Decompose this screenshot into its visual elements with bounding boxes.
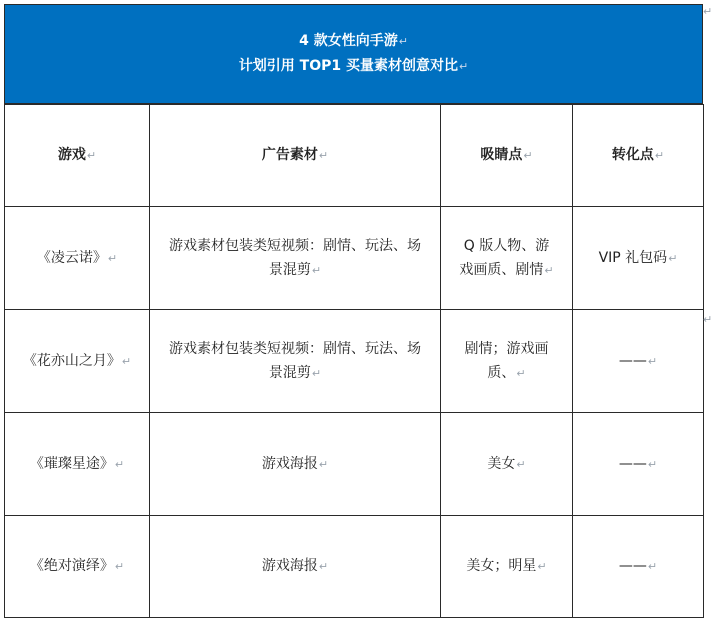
table-row: [5, 413, 704, 516]
conversion-cell: ——↵: [573, 516, 704, 618]
paragraph-mark-icon: ↵: [647, 457, 658, 471]
conversion-cell: ——↵: [573, 310, 704, 413]
hook-cell: 美女；明星↵: [441, 516, 573, 618]
paragraph-mark-icon: ↵: [86, 149, 97, 162]
game-cell: 《璀璨星途》↵: [5, 413, 150, 516]
paragraph-mark-icon: ↵: [516, 457, 526, 471]
paragraph-mark-icon: ↵: [516, 366, 526, 380]
hook-cell: Q 版人物、游戏画质、剧情↵: [441, 207, 573, 310]
material-cell: 游戏海报↵: [150, 516, 441, 618]
comparison-table: [4, 104, 704, 618]
table-header-row: [5, 105, 704, 207]
paragraph-mark-icon: ↵: [654, 149, 665, 162]
header-cell-hook: 吸睛点↵: [441, 105, 573, 207]
paragraph-mark-icon: ↵: [311, 263, 322, 277]
material-cell: 游戏海报↵: [150, 413, 441, 516]
paragraph-mark-icon: ↵: [318, 149, 329, 162]
paragraph-mark-icon: ↵: [458, 60, 469, 73]
header-cell-game: 游戏↵: [5, 105, 150, 207]
document-page: [4, 4, 703, 616]
game-cell: 《凌云诺》↵: [5, 207, 150, 310]
row-end-mark-icon: ↵: [703, 5, 712, 18]
title-line-1: 4 款女性向手游↵: [299, 33, 408, 49]
header-cell-material: 广告素材↵: [150, 105, 441, 207]
material-cell: 游戏素材包装类短视频：剧情、玩法、场景混剪↵: [150, 310, 441, 413]
conversion-cell: ——↵: [573, 413, 704, 516]
paragraph-mark-icon: ↵: [107, 251, 118, 265]
paragraph-mark-icon: ↵: [121, 354, 132, 368]
paragraph-mark-icon: ↵: [318, 457, 329, 471]
table-row: [5, 310, 704, 413]
hook-cell: 剧情；游戏画质、↵: [441, 310, 573, 413]
paragraph-mark-icon: ↵: [647, 354, 658, 368]
hook-cell: 美女↵: [441, 413, 573, 516]
paragraph-mark-icon: ↵: [398, 35, 408, 48]
paragraph-mark-icon: ↵: [544, 263, 554, 277]
paragraph-mark-icon: ↵: [311, 366, 322, 380]
game-cell: 《花亦山之月》↵: [5, 310, 150, 413]
paragraph-mark-icon: ↵: [114, 457, 125, 471]
paragraph-mark-icon: ↵: [114, 560, 125, 573]
paragraph-mark-icon: ↵: [668, 251, 678, 265]
title-banner: [4, 4, 703, 104]
title-line-2: 计划引用 TOP1 买量素材创意对比↵: [238, 58, 469, 74]
paragraph-mark-icon: ↵: [523, 149, 533, 162]
paragraph-mark-icon: ↵: [537, 560, 547, 573]
row-end-mark-icon: ↵: [703, 313, 712, 326]
table-row: [5, 207, 704, 310]
material-cell: 游戏素材包装类短视频：剧情、玩法、场景混剪↵: [150, 207, 441, 310]
header-cell-conversion: 转化点↵: [573, 105, 704, 207]
game-cell: 《绝对演绎》↵: [5, 516, 150, 618]
table-row: [5, 516, 704, 618]
conversion-cell: VIP 礼包码↵: [573, 207, 704, 310]
paragraph-mark-icon: ↵: [647, 560, 658, 573]
paragraph-mark-icon: ↵: [318, 560, 329, 573]
